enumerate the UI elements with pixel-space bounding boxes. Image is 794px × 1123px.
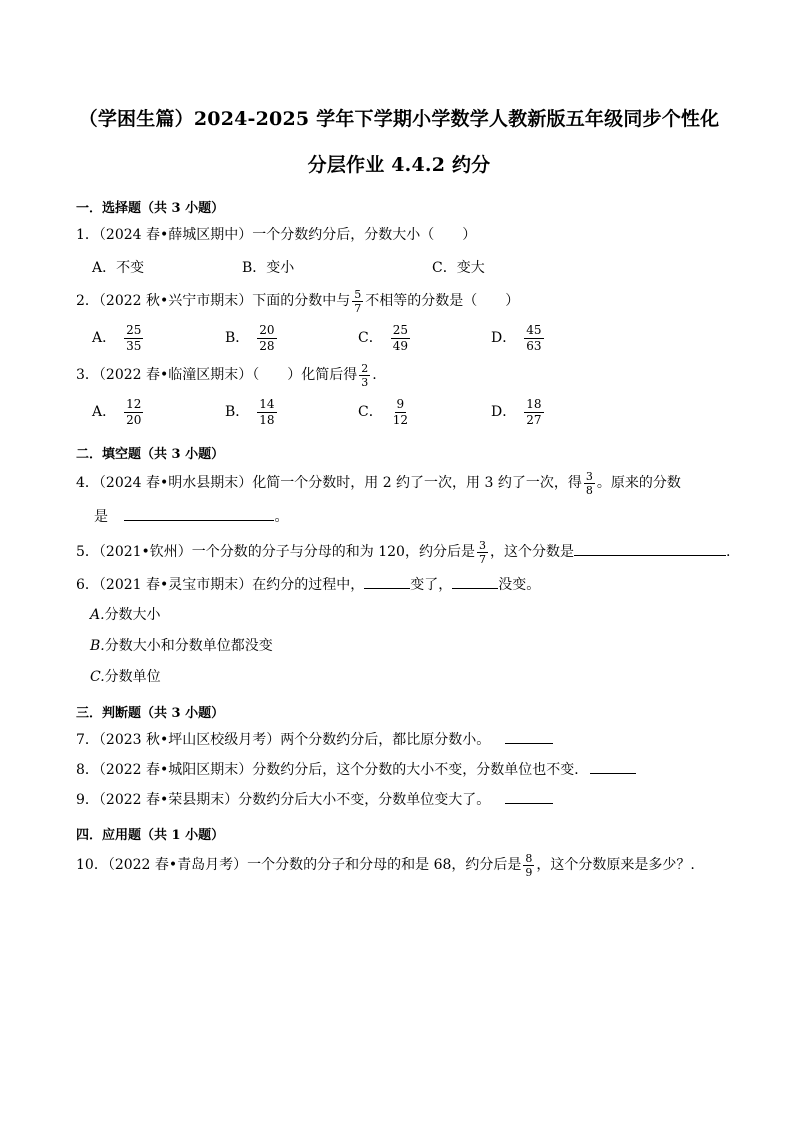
question-6-blank-1[interactable] xyxy=(364,574,410,589)
option-label: A． xyxy=(92,330,117,346)
fraction-denominator: 49 xyxy=(392,338,408,353)
option-label: D． xyxy=(491,330,517,346)
fraction-numerator: 45 xyxy=(526,322,542,337)
fraction-denominator: 35 xyxy=(126,338,142,353)
question-2-stem-end: 不相等的分数是（ ） xyxy=(365,293,520,309)
question-9-text xyxy=(76,785,722,815)
fraction-numerator: 3 xyxy=(478,538,486,552)
question-5-text xyxy=(76,534,731,570)
question-5-fraction xyxy=(477,540,488,565)
question-5-answer-blank[interactable] xyxy=(574,541,726,556)
question-7-stem: 7．（2023 秋•坪山区校级月考）两个分数约分后，都比原分数小。 xyxy=(76,732,491,748)
question-3-option-d[interactable] xyxy=(491,397,546,427)
question-7-text xyxy=(76,725,722,755)
option-fraction xyxy=(124,324,143,353)
fraction-numerator: 14 xyxy=(259,396,275,411)
fraction-denominator: 27 xyxy=(526,412,542,427)
fraction-numerator: 25 xyxy=(126,322,142,337)
title-line-2: 分层作业 4.4.2 约分 xyxy=(307,154,491,176)
fraction-denominator: 3 xyxy=(361,375,369,389)
question-8-answer-blank[interactable] xyxy=(590,759,636,774)
option-fraction xyxy=(257,324,276,353)
question-2-option-a[interactable] xyxy=(92,323,225,353)
question-3-option-a[interactable] xyxy=(92,397,225,427)
question-4 xyxy=(76,466,722,534)
question-6-option-b[interactable] xyxy=(76,631,722,662)
fraction-denominator: 20 xyxy=(126,412,142,427)
question-6-stem-end: 没变。 xyxy=(498,577,541,593)
question-3-fraction xyxy=(359,363,370,388)
question-3-stem: 3．（2022 春•临潼区期末）（ ）化简后得 xyxy=(76,367,358,383)
fraction-numerator: 5 xyxy=(354,287,362,301)
option-label: C． xyxy=(358,330,383,346)
option-label: D． xyxy=(491,404,517,420)
fraction-denominator: 12 xyxy=(392,412,408,427)
question-6-option-a[interactable] xyxy=(76,600,722,631)
fraction-denominator: 7 xyxy=(478,552,486,566)
fraction-numerator: 20 xyxy=(259,322,275,337)
question-2-option-b[interactable] xyxy=(225,323,358,353)
question-2-stem: 2．（2022 秋•兴宁市期末）下面的分数中与 xyxy=(76,293,351,309)
section-judge-heading: 三．判断题（共 3 小题） xyxy=(76,706,225,721)
option-fraction xyxy=(391,324,410,353)
question-6-stem: 6．（2021 春•灵宝市期末）在约分的过程中， xyxy=(76,577,365,593)
question-1-option-c[interactable]: C．变大 xyxy=(432,260,485,276)
question-6 xyxy=(76,570,722,693)
question-6-option-c[interactable] xyxy=(76,662,722,693)
option-fraction xyxy=(524,324,543,353)
question-1-text: 1．（2024 春•薛城区期中）一个分数约分后，分数大小（ ） xyxy=(76,227,477,243)
question-4-text xyxy=(76,466,722,500)
section-application-heading: 四．应用题（共 1 小题） xyxy=(76,828,225,843)
option-label: B． xyxy=(225,330,250,346)
fraction-numerator: 8 xyxy=(525,851,533,865)
question-10-fraction xyxy=(523,853,534,878)
fraction-numerator: 18 xyxy=(526,396,542,411)
option-fraction xyxy=(391,398,410,427)
question-10-text xyxy=(76,847,722,883)
title-line-1: （学困生篇）2024-2025 学年下学期小学数学人教新版五年级同步个性化 xyxy=(78,108,720,130)
question-2-options xyxy=(76,316,722,360)
option-text: 分数大小和分数单位都没变 xyxy=(104,638,273,654)
question-3-stem-end: . xyxy=(372,367,377,383)
question-10 xyxy=(76,847,722,883)
question-6-stem-mid: 变了， xyxy=(410,577,453,593)
question-6-blank-2[interactable] xyxy=(452,574,498,589)
option-fraction xyxy=(124,398,143,427)
question-4-fraction xyxy=(584,471,595,496)
fraction-denominator: 8 xyxy=(585,483,593,497)
option-label: A． xyxy=(92,404,117,420)
question-4-stem-end: 。原来的分数 xyxy=(596,475,681,491)
fraction-denominator: 7 xyxy=(354,301,362,315)
question-2 xyxy=(76,286,722,360)
question-5-stem-end: . xyxy=(725,544,731,560)
question-1 xyxy=(76,220,722,286)
question-8 xyxy=(76,755,722,785)
question-7 xyxy=(76,725,722,755)
question-1-option-b[interactable]: B．变小 xyxy=(242,260,295,276)
question-1-option-a[interactable]: A．不变 xyxy=(92,260,145,276)
fraction-numerator: 2 xyxy=(361,361,369,375)
question-9 xyxy=(76,785,722,815)
question-3 xyxy=(76,360,722,434)
question-2-option-d[interactable] xyxy=(491,323,546,353)
question-5-stem-mid: ，这个分数是 xyxy=(489,544,574,560)
fraction-denominator: 63 xyxy=(526,338,542,353)
question-8-stem: 8．（2022 春•城阳区期末）分数约分后，这个分数的大小不变，分数单位也不变． xyxy=(76,762,589,778)
question-8-text xyxy=(76,755,722,785)
question-3-options xyxy=(76,390,722,434)
option-text: 分数大小 xyxy=(104,607,161,623)
question-7-answer-blank[interactable] xyxy=(505,729,553,744)
question-1-options xyxy=(76,250,722,286)
option-label: B． xyxy=(225,404,250,420)
question-3-text xyxy=(76,360,722,390)
fraction-denominator: 9 xyxy=(525,865,533,879)
section-choice-heading: 一．选择题（共 3 小题） xyxy=(76,201,225,216)
question-4-stem: 4．（2024 春•明水县期末）化简一个分数时，用 2 约了一次，用 3 约了一次，得 xyxy=(76,475,582,491)
question-4-line2-start: 是 xyxy=(94,509,108,525)
fraction-denominator: 18 xyxy=(259,412,275,427)
fraction-numerator: 12 xyxy=(126,396,142,411)
option-fraction xyxy=(524,398,543,427)
option-label: C． xyxy=(358,404,383,420)
question-2-text xyxy=(76,286,722,316)
question-2-option-c[interactable] xyxy=(358,323,491,353)
question-5 xyxy=(76,534,731,570)
option-fraction xyxy=(257,398,276,427)
question-10-stem: 10．（2022 春•青岛月考）一个分数的分子和分母的和是 68，约分后是 xyxy=(76,857,522,873)
fraction-numerator: 25 xyxy=(392,322,408,337)
question-4-answer-blank[interactable] xyxy=(124,506,274,521)
question-3-option-b[interactable] xyxy=(225,397,358,427)
question-4-line-2 xyxy=(76,500,722,534)
option-letter: B. xyxy=(90,638,105,654)
question-9-stem: 9．（2022 春•荣县期末）分数约分后大小不变，分数单位变大了。 xyxy=(76,792,491,808)
fraction-denominator: 28 xyxy=(259,338,275,353)
section-fill-heading: 二．填空题（共 3 小题） xyxy=(76,447,225,462)
option-letter: A. xyxy=(90,607,105,623)
option-letter: C. xyxy=(90,669,105,685)
question-5-stem: 5．（2021•钦州）一个分数的分子与分母的和为 120，约分后是 xyxy=(76,544,475,560)
question-9-answer-blank[interactable] xyxy=(505,789,553,804)
fraction-numerator: 9 xyxy=(396,396,405,411)
option-text: 分数单位 xyxy=(104,669,161,685)
question-10-stem-end: ，这个分数原来是多少？. xyxy=(536,857,695,873)
question-4-line2-end: 。 xyxy=(274,509,289,525)
question-3-option-c[interactable] xyxy=(358,397,491,427)
question-6-text xyxy=(76,570,722,600)
question-2-fraction xyxy=(352,289,363,314)
fraction-numerator: 3 xyxy=(585,469,593,483)
